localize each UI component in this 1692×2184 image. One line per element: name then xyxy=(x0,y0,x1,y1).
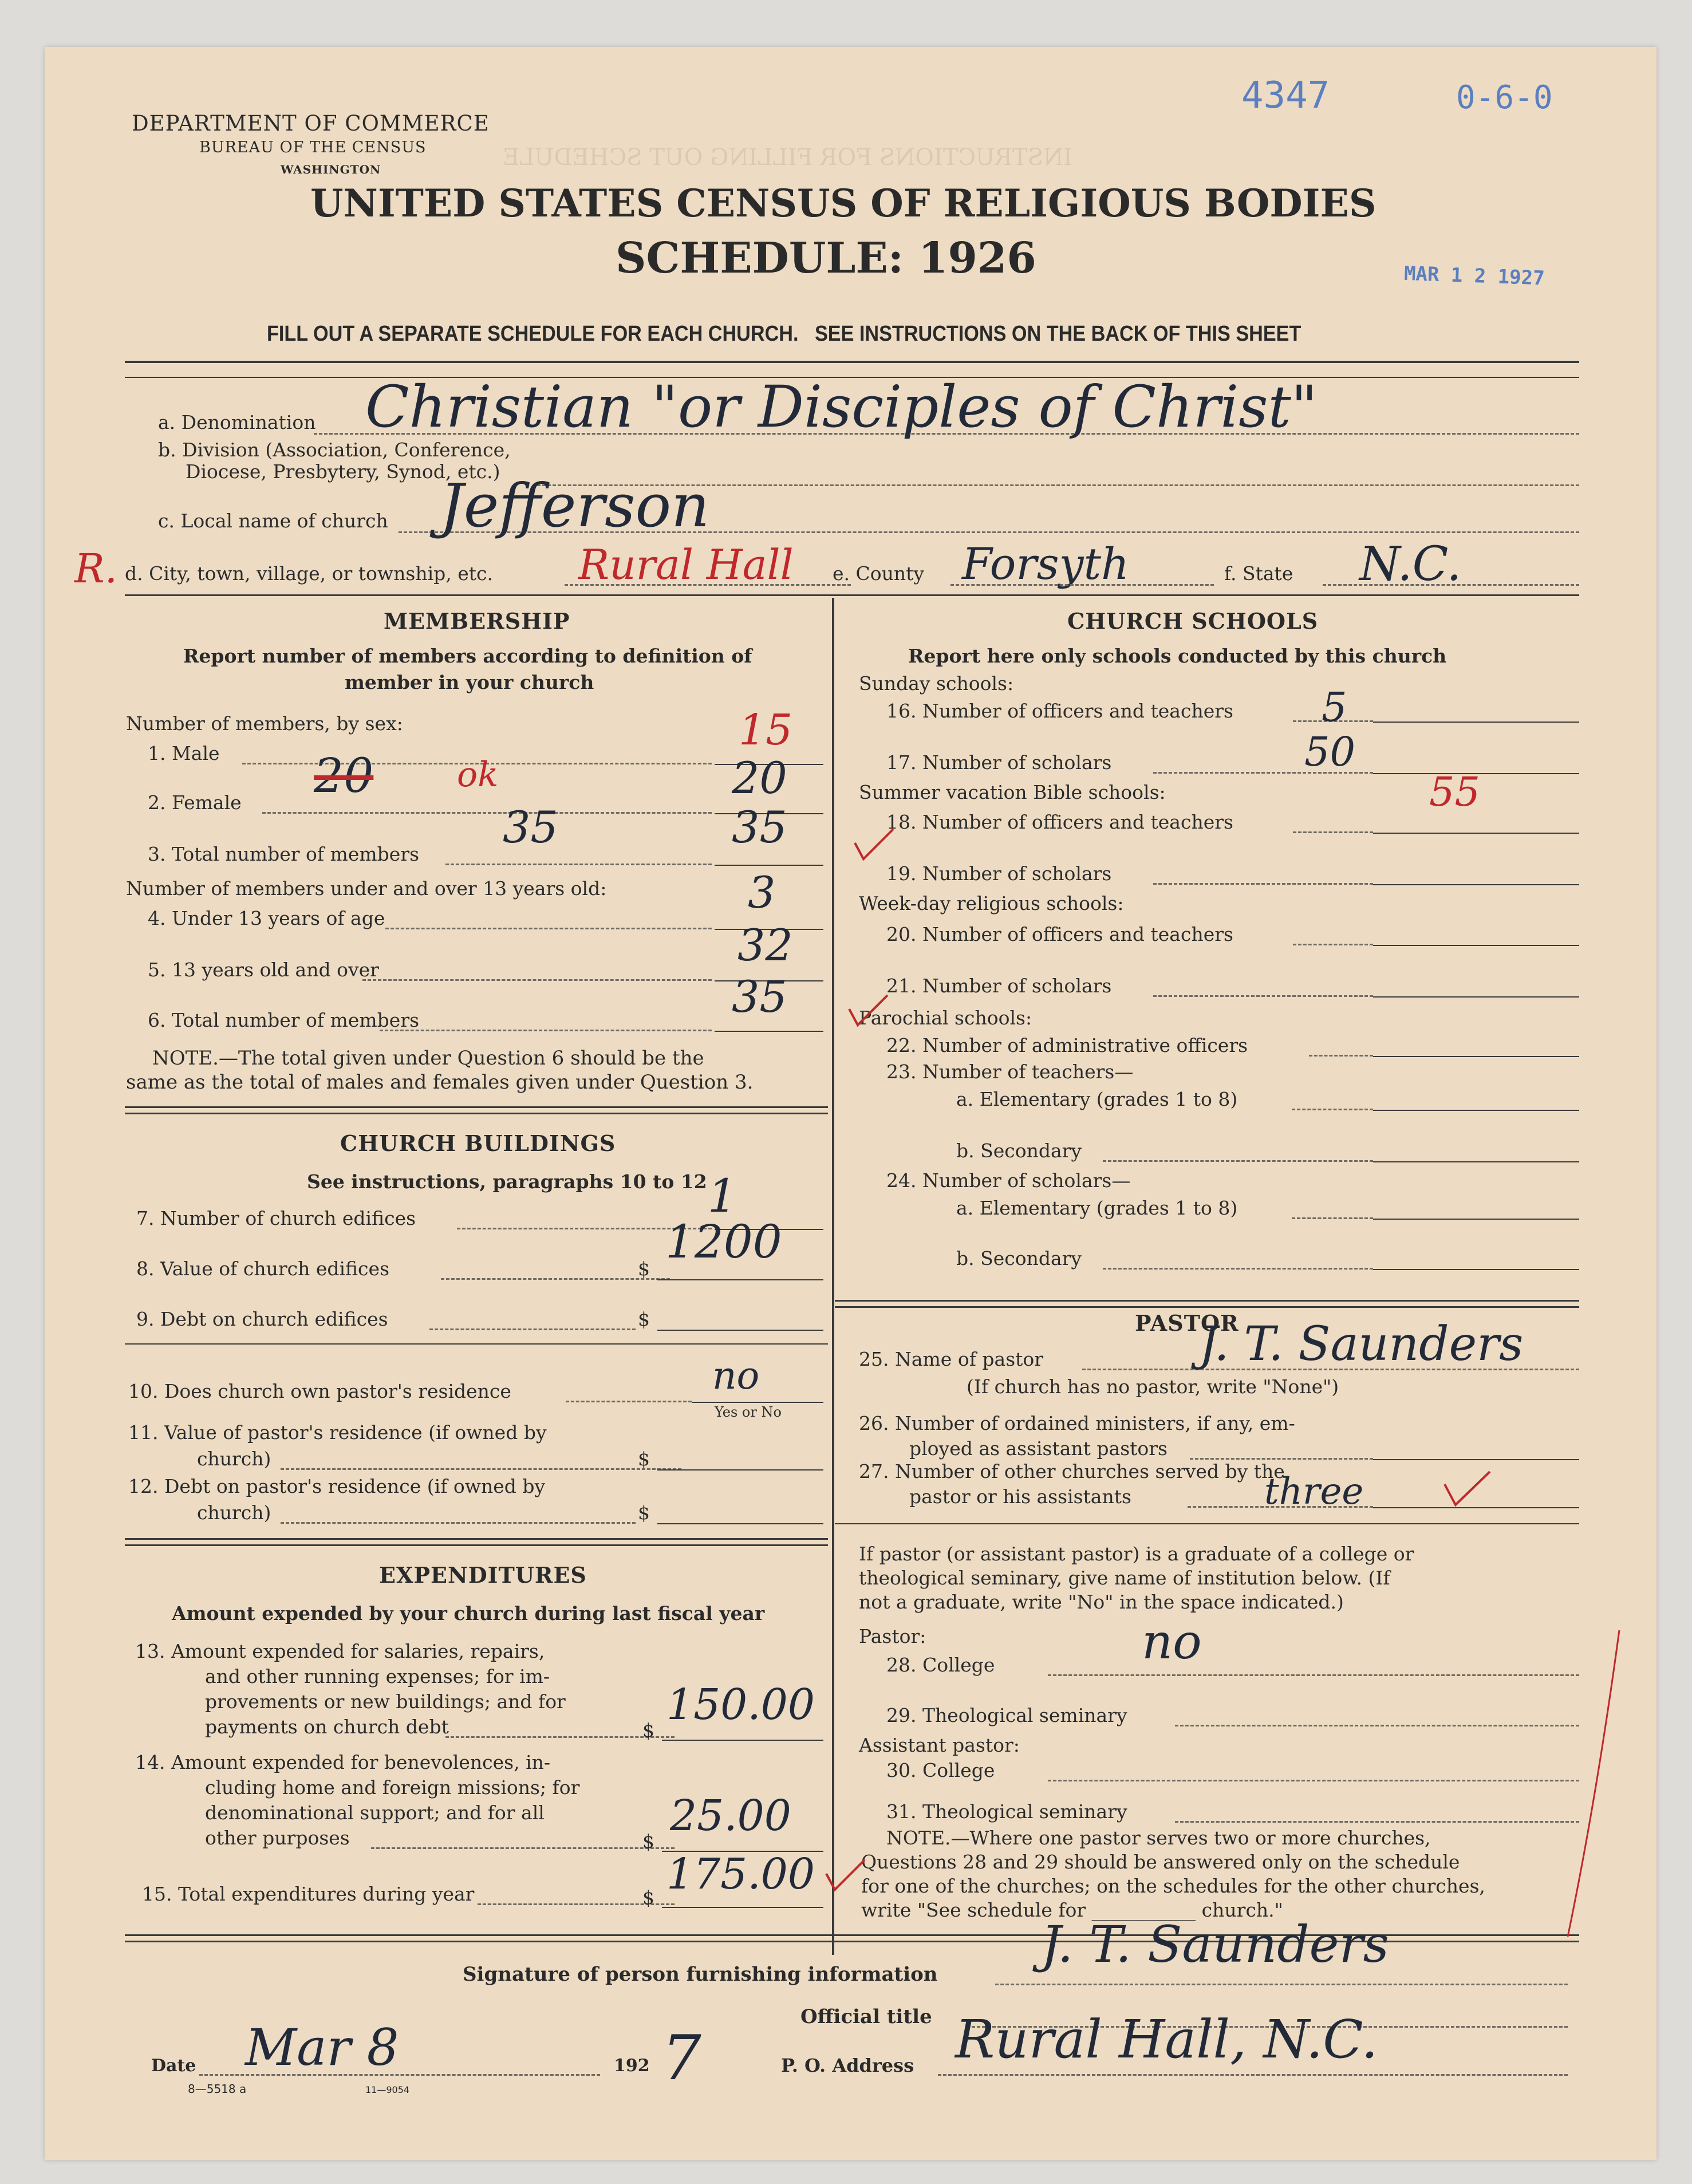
q13-value: 150.00 xyxy=(666,1680,815,1729)
q19-label: 19. Number of scholars xyxy=(886,862,1112,885)
local-name-label: c. Local name of church xyxy=(158,510,388,532)
grad-text: If pastor (or assistant pastor) is a graduate of a college or xyxy=(859,1543,1414,1565)
city-line xyxy=(565,584,851,586)
membership-intro: Report number of members according to definition of xyxy=(183,645,752,667)
q2-value: 20 xyxy=(732,752,787,803)
leader xyxy=(1292,1109,1373,1110)
check-mark-icon xyxy=(1442,1467,1493,1513)
leader xyxy=(371,1847,675,1849)
q8-dollar: $ xyxy=(638,1257,650,1280)
schedule-title: SCHEDULE: 1926 xyxy=(616,234,1036,283)
answer-line xyxy=(1373,1110,1579,1111)
membership-intro-cont: member in your church xyxy=(345,671,594,693)
stamp-number: 4347 xyxy=(1241,74,1330,117)
state-line xyxy=(1323,584,1579,586)
q6-value: 35 xyxy=(732,971,787,1022)
q12-label-cont: church) xyxy=(197,1501,271,1524)
leader xyxy=(1153,883,1373,885)
buildings-intro: See instructions, paragraphs 10 to 12 xyxy=(307,1170,707,1193)
q3-value: 35 xyxy=(732,802,787,853)
q6-label: 6. Total number of members xyxy=(148,1009,420,1031)
answer-line xyxy=(715,1031,823,1032)
local-name-value: Jefferson xyxy=(440,471,710,541)
q10-value: no xyxy=(712,1354,760,1398)
q5-value: 32 xyxy=(737,920,793,971)
answer-line xyxy=(715,865,823,866)
answer-line xyxy=(1373,722,1579,723)
membership-note-cont: same as the total of males and females given under Question 3. xyxy=(126,1071,754,1094)
q2-ok-mark: ok xyxy=(457,755,499,795)
grad-text-2: theological seminary, give name of institution below. (If xyxy=(859,1567,1390,1589)
rule xyxy=(125,361,1579,363)
q8-value: 1200 xyxy=(665,1215,782,1268)
membership-note: NOTE.—The total given under Question 6 should be the xyxy=(152,1047,704,1070)
q10-label: 10. Does church own pastor's residence xyxy=(128,1380,511,1402)
q14-label: 14. Amount expended for benevolences, in- xyxy=(135,1751,551,1773)
q26-label-cont: ployed as assistant pastors xyxy=(909,1437,1168,1460)
q1-value: 15 xyxy=(739,705,793,755)
po-address-line xyxy=(938,2074,1568,2076)
county-value: Forsyth xyxy=(962,538,1130,589)
q12-dollar: $ xyxy=(638,1501,650,1524)
q17-extra-value: 55 xyxy=(1429,768,1481,815)
signature-line xyxy=(995,1984,1568,1985)
form-title: UNITED STATES CENSUS OF RELIGIOUS BODIES xyxy=(310,181,1377,226)
margin-mark: R. xyxy=(74,545,117,592)
po-address-label: P. O. Address xyxy=(781,2055,914,2076)
q26-label: 26. Number of ordained ministers, if any, em- xyxy=(859,1412,1295,1434)
check-mark-icon xyxy=(852,826,898,866)
q3-label: 3. Total number of members xyxy=(148,843,420,865)
leader xyxy=(445,864,712,865)
form-number: 8—5518 a xyxy=(188,2082,247,2096)
pastor-title: PASTOR xyxy=(1135,1310,1239,1336)
q13-label-4: payments on church debt xyxy=(205,1716,449,1738)
q8-label: 8. Value of church edifices xyxy=(136,1257,390,1280)
q29-label: 29. Theological seminary xyxy=(886,1704,1127,1726)
leader xyxy=(1175,1725,1579,1726)
buildings-title: CHURCH BUILDINGS xyxy=(340,1130,616,1156)
q4-value: 3 xyxy=(748,867,776,918)
q27-label: 27. Number of other churches served by the xyxy=(859,1460,1285,1483)
signature-value: J. T. Saunders xyxy=(1041,1915,1389,1974)
q23b-label: b. Secondary xyxy=(956,1140,1082,1162)
leader xyxy=(566,1401,692,1402)
asst-sublabel: Assistant pastor: xyxy=(859,1734,1020,1756)
answer-line xyxy=(1373,1459,1579,1460)
q14-value: 25.00 xyxy=(670,1791,791,1840)
q5-label: 5. 13 years old and over xyxy=(148,959,379,981)
check-mark-icon xyxy=(846,992,892,1032)
answer-line xyxy=(1373,945,1579,946)
pastor-sublabel: Pastor: xyxy=(859,1625,926,1647)
answer-line xyxy=(692,1402,823,1403)
leader xyxy=(281,1522,636,1524)
by-sex-label: Number of members, by sex: xyxy=(126,712,403,735)
leader xyxy=(1293,831,1373,833)
city-label: d. City, town, village, or township, etc. xyxy=(125,562,494,585)
q27-value: three xyxy=(1264,1471,1364,1513)
q15-dollar: $ xyxy=(642,1886,654,1909)
rule xyxy=(125,1343,828,1345)
answer-line xyxy=(662,1740,823,1741)
q24-label: 24. Number of scholars— xyxy=(886,1169,1131,1192)
sunday-label: Sunday schools: xyxy=(859,672,1014,695)
q2-label: 2. Female xyxy=(148,791,242,814)
q9-dollar: $ xyxy=(638,1308,650,1330)
leader xyxy=(1292,1217,1373,1219)
q24b-label: b. Secondary xyxy=(956,1247,1082,1270)
answer-line xyxy=(1373,996,1579,998)
q24a-label: a. Elementary (grades 1 to 8) xyxy=(956,1197,1238,1219)
print-number: 11—9054 xyxy=(365,2084,410,2095)
schools-intro: Report here only schools conducted by this church xyxy=(908,645,1447,667)
check-mark-icon xyxy=(823,1856,869,1897)
q31-label: 31. Theological seminary xyxy=(886,1800,1127,1823)
q14-label-2: cluding home and foreign missions; for xyxy=(205,1776,580,1799)
bureau-name: BUREAU OF THE CENSUS xyxy=(199,139,427,156)
q25-label: 25. Name of pastor xyxy=(859,1348,1044,1370)
q9-label: 9. Debt on church edifices xyxy=(136,1308,388,1330)
leader xyxy=(1048,1674,1579,1676)
year-prefix: 192 xyxy=(614,2056,650,2076)
q13-label-2: and other running expenses; for im- xyxy=(205,1665,550,1688)
q11-dollar: $ xyxy=(638,1448,650,1470)
pastor-note-4: write "See schedule for ___________ church." xyxy=(861,1899,1283,1921)
signature-label: Signature of person furnishing information xyxy=(463,1963,938,1986)
leader xyxy=(281,1468,681,1470)
date-value: Mar 8 xyxy=(245,2018,399,2077)
schools-title: CHURCH SCHOOLS xyxy=(1067,608,1319,634)
answer-line xyxy=(1373,884,1579,885)
q28-value: no xyxy=(1142,1614,1202,1670)
parochial-label: Parochial schools: xyxy=(859,1007,1032,1029)
q14-label-4: other purposes xyxy=(205,1827,350,1849)
division-label-cont: Diocese, Presbytery, Synod, etc.) xyxy=(186,460,500,483)
leader xyxy=(445,1736,675,1738)
q21-label: 21. Number of scholars xyxy=(886,975,1112,997)
state-value: N.C. xyxy=(1359,537,1462,592)
answer-line xyxy=(657,1279,823,1280)
received-date-stamp: MAR 1 2 1927 xyxy=(1403,262,1545,290)
expenditures-title: EXPENDITURES xyxy=(379,1562,587,1588)
expenditures-intro: Amount expended by your church during last fiscal year xyxy=(172,1602,765,1625)
q17-value: 50 xyxy=(1304,728,1356,775)
q17-label: 17. Number of scholars xyxy=(886,751,1112,774)
leader xyxy=(441,1278,670,1280)
leader xyxy=(1048,1780,1579,1781)
leader xyxy=(362,979,712,981)
official-title-label: Official title xyxy=(800,2005,932,2028)
denomination-value: Christian "or Disciples of Christ" xyxy=(365,373,1318,440)
pastor-note-3: for one of the churches; on the schedules for the other churches, xyxy=(861,1875,1485,1897)
q13-label: 13. Amount expended for salaries, repairs, xyxy=(135,1640,545,1662)
answer-line xyxy=(1373,1219,1579,1220)
leader xyxy=(1309,1055,1373,1056)
leader xyxy=(1175,1821,1579,1823)
q25-hint: (If church has no pastor, write "None") xyxy=(967,1375,1339,1398)
rule xyxy=(125,594,1579,596)
q15-label: 15. Total expenditures during year xyxy=(142,1883,475,1905)
pastor-note-2: Questions 28 and 29 should be answered only on the schedule xyxy=(861,1851,1460,1873)
dept-name: DEPARTMENT OF COMMERCE xyxy=(132,111,490,136)
answer-line xyxy=(657,1523,823,1524)
q4-label: 4. Under 13 years of age xyxy=(148,907,385,929)
division-label: b. Division (Association, Conference, xyxy=(158,439,511,461)
q3-struck-value: 35 xyxy=(503,802,558,853)
q18-label: 18. Number of officers and teachers xyxy=(886,811,1233,833)
q10-hint: Yes or No xyxy=(715,1404,782,1420)
q7-label: 7. Number of church edifices xyxy=(136,1207,416,1229)
q14-label-3: denominational support; and for all xyxy=(205,1801,545,1824)
section-rule xyxy=(835,1300,1579,1308)
instructions-line: FILL OUT A SEPARATE SCHEDULE FOR EACH CHURCH. SEE INSTRUCTIONS ON THE BACK OF THIS SHEET xyxy=(267,322,1301,346)
stamp-code: 0-6-0 xyxy=(1456,79,1553,116)
grad-text-3: not a graduate, write "No" in the space indicated.) xyxy=(859,1591,1344,1613)
q23a-label: a. Elementary (grades 1 to 8) xyxy=(956,1088,1238,1110)
answer-line xyxy=(1373,1056,1579,1057)
answer-line xyxy=(657,1469,823,1471)
pastor-note: NOTE.—Where one pastor serves two or more churches, xyxy=(886,1827,1431,1849)
leader xyxy=(1103,1160,1373,1162)
q7-value: 1 xyxy=(708,1169,737,1223)
leader xyxy=(429,1328,636,1330)
q14-dollar: $ xyxy=(642,1830,654,1852)
q13-dollar: $ xyxy=(642,1719,654,1741)
answer-line xyxy=(1373,1161,1579,1162)
leader xyxy=(262,812,712,814)
leader xyxy=(1293,944,1373,945)
leader xyxy=(385,928,712,929)
q15-value: 175.00 xyxy=(666,1850,815,1899)
leader xyxy=(1153,995,1373,997)
q12-label: 12. Debt on pastor's residence (if owned by xyxy=(128,1475,546,1497)
answer-line xyxy=(662,1907,823,1908)
q27-label-cont: pastor or his assistants xyxy=(909,1485,1131,1508)
q22-label: 22. Number of administrative officers xyxy=(886,1034,1248,1056)
margin-pen-stroke xyxy=(1556,1627,1625,1948)
summer-label: Summer vacation Bible schools: xyxy=(859,781,1166,803)
q23-label: 23. Number of teachers— xyxy=(886,1061,1134,1083)
q1-label: 1. Male xyxy=(148,742,220,764)
weekday-label: Week-day religious schools: xyxy=(859,892,1124,914)
bleed-through-text: INSTRUCTIONS FOR FILLING OUT SCHEDULE xyxy=(503,144,1072,171)
county-label: e. County xyxy=(833,562,925,585)
q16-value: 5 xyxy=(1322,684,1347,731)
denomination-label: a. Denomination xyxy=(158,411,316,433)
answer-line xyxy=(1373,1269,1579,1270)
column-divider xyxy=(832,598,834,1955)
year-digit: 7 xyxy=(662,2023,701,2094)
county-line xyxy=(950,584,1214,586)
bureau-city: WASHINGTON xyxy=(281,163,381,176)
q30-label: 30. College xyxy=(886,1759,995,1781)
census-form-page xyxy=(45,47,1656,2160)
q11-label-cont: church) xyxy=(197,1448,271,1470)
leader xyxy=(380,1030,712,1031)
membership-title: MEMBERSHIP xyxy=(384,608,570,634)
date-label: Date xyxy=(151,2056,196,2076)
section-rule xyxy=(125,1106,828,1114)
answer-line xyxy=(657,1330,823,1331)
q2-struck-value: 20 xyxy=(314,749,374,803)
answer-line xyxy=(1373,833,1579,834)
by-age-label: Number of members under and over 13 years old: xyxy=(126,877,607,900)
q16-label: 16. Number of officers and teachers xyxy=(886,700,1233,722)
rule xyxy=(835,1523,1579,1524)
leader xyxy=(1103,1268,1373,1270)
city-value: Rural Hall xyxy=(578,541,794,589)
q20-label: 20. Number of officers and teachers xyxy=(886,923,1233,945)
q11-label: 11. Value of pastor's residence (if owned by xyxy=(128,1421,547,1444)
q28-label: 28. College xyxy=(886,1654,995,1676)
po-address-value: Rural Hall, N.C. xyxy=(955,2009,1378,2070)
q25-value: J. T. Saunders xyxy=(1199,1317,1524,1371)
leader xyxy=(1190,1458,1373,1460)
q13-label-3: provements or new buildings; and for xyxy=(205,1690,566,1713)
state-label: f. State xyxy=(1224,562,1293,585)
section-rule xyxy=(125,1538,828,1546)
